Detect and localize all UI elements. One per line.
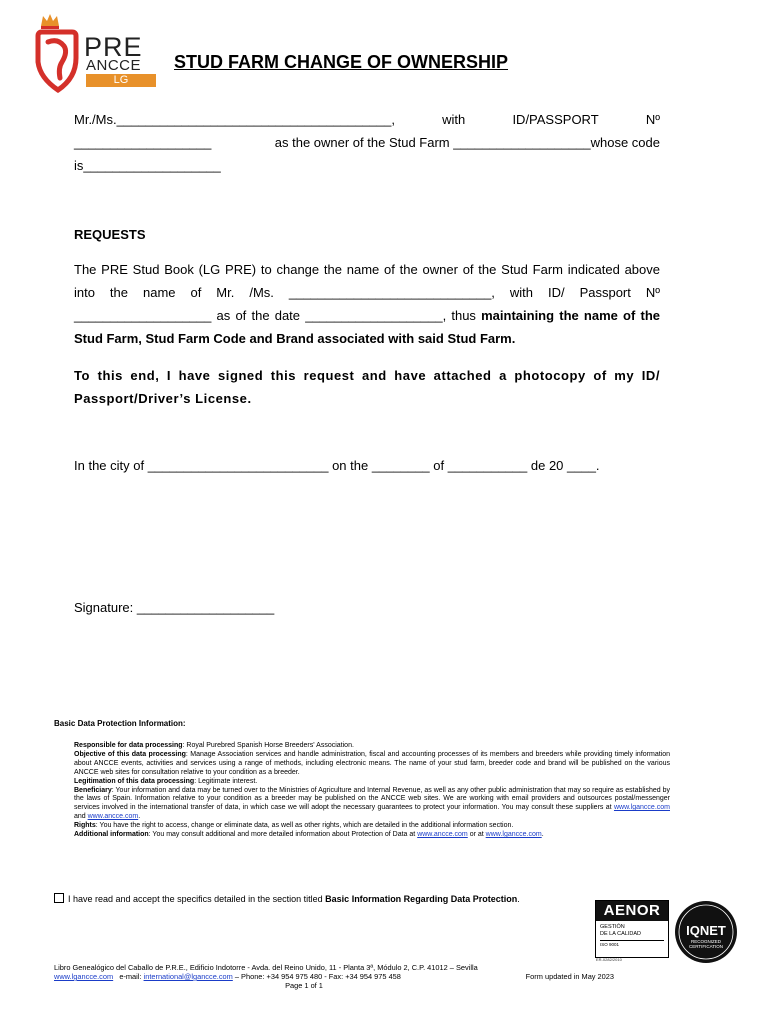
iqnet-sub-2: CERTIFICATION <box>688 944 724 949</box>
footer-email-link[interactable]: international@lgancce.com <box>143 972 233 981</box>
aenor-brand: AENOR <box>596 901 668 921</box>
beneficiary-item: Beneficiary: Your information and data may be turned over to the Ministries of Agriculture and Internal Revenue, as well as any other public administration that may so require as established by the laws of Spain. Information relative to your condition as a breeder may be published on the ANCCE web sites. We are working with email providers and outsources postal/messenger services involved in the international transfer of data, in which case we will adopt the necessary guarantees to protect your information. You may consult these suppliers at www.lgancce.com and www.ancce.com. <box>74 786 670 821</box>
attachment-paragraph: To this end, I have signed this request and have attached a photocopy of my ID/ Passport/Driver’s License. <box>74 368 660 406</box>
page-number: Page 1 of 1 <box>285 981 323 990</box>
footer-updated: Form updated in May 2023 <box>525 972 614 981</box>
footer-address: Libro Genealógico del Caballo de P.R.E., Edificio Indotorre - Avda. del Reino Unido, 11 - Planta 3ª, Módulo 2, C.P. 41012 – Sevilla <box>54 963 478 972</box>
lgancce-link-2[interactable]: www.lgancce.com <box>485 831 542 839</box>
legitimation-item: Legitimation of this data processing: Legitimate interest. <box>74 777 258 785</box>
footer-phone: – Phone: +34 954 975 480 - Fax: +34 954 975 458 <box>232 972 401 981</box>
page-title: STUD FARM CHANGE OF OWNERSHIP <box>174 52 509 72</box>
owner-name-field[interactable]: Mr./Ms.______________________________________, <box>74 112 395 127</box>
logo-ancce-text: ANCCE <box>86 57 142 74</box>
iqnet-brand: IQNET <box>686 923 726 938</box>
ancce-link-2[interactable]: www.ancce.com <box>417 831 468 839</box>
requests-heading: REQUESTS <box>74 227 146 242</box>
logo-pre-text: PRE <box>84 32 143 62</box>
data-protection-text <box>74 742 670 840</box>
accept-statement: I have read and accept the specifics detailed in the section titled Basic Information Regarding Data Protection. <box>54 893 520 904</box>
owner-stud-farm-field[interactable]: as the owner of the Stud Farm ___________________whose code <box>274 135 660 150</box>
iqnet-certification-badge <box>674 900 738 964</box>
logo-lg-badge: LG <box>86 74 156 87</box>
objective-item: Objective of this data processing: Manage Association services and handle administration, fiscal and accounting processes of its members and breeders while providing timely information about ANCCE events, activities and services using a range of methods, including electronic means. The name of your stud farm, breeder code and brand will be published on the various ANCCE web sites for consultation relative to your condition as a breeder. <box>74 750 670 776</box>
aenor-code: ER-0282/2010 <box>596 957 622 962</box>
accept-bold-text: Basic Information Regarding Data Protection <box>325 894 518 904</box>
signature-line[interactable]: Signature: ___________________ <box>74 600 275 615</box>
ancce-link[interactable]: www.ancce.com <box>87 813 139 821</box>
aenor-line-1: GESTIÓN <box>600 924 625 930</box>
owner-code-field[interactable]: is___________________ <box>74 158 221 173</box>
request-paragraph <box>74 258 660 350</box>
owner-id-label: ID/PASSPORT <box>512 112 599 127</box>
shield-icon <box>38 32 76 90</box>
aenor-iso: ISO 9001 <box>600 940 664 947</box>
request-text: The PRE Stud Book (LG PRE) to change the name of the owner of the Stud Farm indicated above into the name of Mr. /Ms. ____________________________, with ID/ Passport Nº ___________________ as of the date ___________________, thus <box>74 262 660 323</box>
owner-with-label: with <box>442 112 466 127</box>
footer-web-link[interactable]: www.lgancce.com <box>54 972 114 981</box>
accept-text: I have read and accept the specifics detailed in the section titled <box>68 894 326 904</box>
rights-item: Rights: You have the right to access, change or eliminate data, as well as other rights, which are detailed in the additional information section. <box>74 822 514 830</box>
accept-checkbox[interactable] <box>54 893 64 903</box>
owner-paragraph <box>74 108 660 177</box>
owner-number-label: Nº <box>645 112 660 127</box>
city-date-line[interactable]: In the city of _________________________ on the ________ of ___________ de 20 ____. <box>74 458 600 473</box>
owner-line-1 <box>74 108 660 131</box>
data-protection-heading: Basic Data Protection Information: <box>54 719 186 728</box>
lgancce-link[interactable]: www.lgancce.com <box>613 804 670 812</box>
owner-id-field[interactable]: ___________________ <box>74 135 212 150</box>
aenor-line-2: DE LA CALIDAD <box>600 931 641 937</box>
additional-item: Additional information: You may consult additional and more detailed information about Protection of Data at www.ancce.com or at www.lgancce.com. <box>74 831 544 839</box>
page-footer: Libro Genealógico del Caballo de P.R.E., Edificio Indotorre - Avda. del Reino Unido, 11 - Planta 3ª, Módulo 2, C.P. 41012 – Sevilla www.lgancce.com e-mail: international@lgancce.com – Phone: +34 954 975 480 - Fax: +34 954 975 458 Form updated in May 2023 Page 1 of 1 <box>54 963 614 990</box>
aenor-certification-badge <box>595 900 669 958</box>
request-bold-text: maintaining the name of the Stud Farm, Stud Farm Code and Brand associated with said Stud Farm. <box>74 308 660 346</box>
owner-line-2 <box>74 131 660 154</box>
iqnet-sub-1: RECOGNIZED <box>690 939 722 944</box>
crown-icon <box>41 14 59 29</box>
responsible-item: Responsible for data processing: Royal Purebred Spanish Horse Breeders' Association. <box>74 742 354 749</box>
